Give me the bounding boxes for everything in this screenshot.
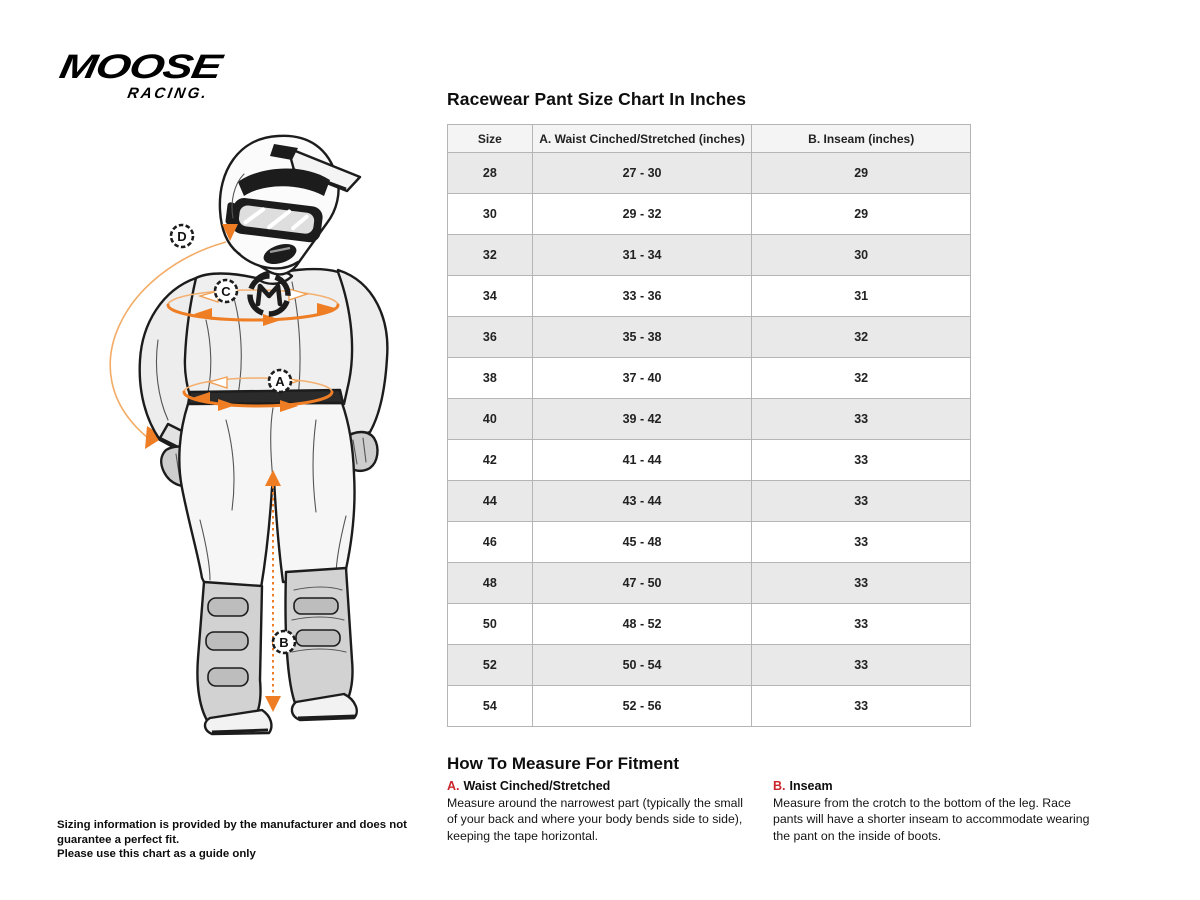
marker-c [215, 280, 237, 302]
table-row [448, 276, 971, 317]
inseam-cell: 33 [752, 522, 971, 563]
waist-cell: 27 - 30 [532, 153, 752, 194]
howto-waist-description: Measure around the narrowest part (typically the small of your back and where your body bends side to side), keeping the tape horizontal. [447, 796, 743, 843]
column-header-waist: A. Waist Cinched/Stretched (inches) [532, 125, 752, 153]
table-row [448, 194, 971, 235]
inseam-cell: 33 [752, 481, 971, 522]
size-cell: 32 [448, 235, 533, 276]
table-row [448, 235, 971, 276]
size-cell: 46 [448, 522, 533, 563]
size-cell: 48 [448, 563, 533, 604]
svg-text:B: B [279, 635, 289, 650]
waist-cell: 50 - 54 [532, 645, 752, 686]
disclaimer-text [57, 818, 437, 862]
waist-cell: 39 - 42 [532, 399, 752, 440]
size-cell: 50 [448, 604, 533, 645]
size-cell: 54 [448, 686, 533, 727]
inseam-cell: 33 [752, 399, 971, 440]
inseam-cell: 33 [752, 563, 971, 604]
size-cell: 34 [448, 276, 533, 317]
howto-waist-section [447, 779, 755, 844]
table-row [448, 399, 971, 440]
table-row [448, 522, 971, 563]
inseam-cell: 29 [752, 194, 971, 235]
size-cell: 36 [448, 317, 533, 358]
size-cell: 38 [448, 358, 533, 399]
svg-text:A: A [275, 374, 285, 389]
howto-inseam-label [773, 779, 1091, 793]
waist-cell: 48 - 52 [532, 604, 752, 645]
inseam-cell: 31 [752, 276, 971, 317]
inseam-cell: 33 [752, 686, 971, 727]
inseam-cell: 33 [752, 604, 971, 645]
size-cell: 40 [448, 399, 533, 440]
waist-cell: 52 - 56 [532, 686, 752, 727]
moose-racing-logo [57, 50, 257, 101]
waist-cell: 45 - 48 [532, 522, 752, 563]
inseam-cell: 30 [752, 235, 971, 276]
svg-text:D: D [177, 229, 187, 244]
size-cell: 30 [448, 194, 533, 235]
howto-inseam-section [773, 779, 1091, 844]
disclaimer-line-1: Sizing information is provided by the manufacturer and does not guarantee a perfect fit. [57, 819, 407, 846]
table-row [448, 563, 971, 604]
inseam-cell: 33 [752, 645, 971, 686]
disclaimer-line-2: Please use this chart as a guide only [57, 848, 256, 861]
rider-right-boot [286, 568, 357, 720]
rider-left-boot [197, 582, 271, 734]
table-row [448, 686, 971, 727]
size-cell: 52 [448, 645, 533, 686]
size-cell: 42 [448, 440, 533, 481]
howto-inseam-description: Measure from the crotch to the bottom of the leg. Race pants will have a shorter inseam to accommodate wearing the pant on the inside of boots. [773, 796, 1090, 843]
waist-cell: 29 - 32 [532, 194, 752, 235]
size-cell: 44 [448, 481, 533, 522]
marker-a [269, 370, 291, 392]
waist-cell: 31 - 34 [532, 235, 752, 276]
waist-cell: 37 - 40 [532, 358, 752, 399]
inseam-cell: 32 [752, 358, 971, 399]
logo-racing-text: RACING. [126, 85, 211, 102]
size-table [447, 124, 971, 727]
howto-waist-label [447, 779, 755, 793]
inseam-cell: 32 [752, 317, 971, 358]
size-table-header-row [448, 125, 971, 153]
howto-waist-letter: A. [447, 779, 460, 793]
waist-cell: 35 - 38 [532, 317, 752, 358]
inseam-cell: 29 [752, 153, 971, 194]
table-row [448, 481, 971, 522]
table-row [448, 440, 971, 481]
rider-measurement-diagram [30, 120, 450, 750]
rider-helmet [220, 136, 360, 275]
table-row [448, 317, 971, 358]
table-row [448, 645, 971, 686]
howto-title: How To Measure For Fitment [447, 754, 680, 773]
svg-text:C: C [221, 284, 231, 299]
waist-cell: 43 - 44 [532, 481, 752, 522]
table-row [448, 153, 971, 194]
waist-cell: 41 - 44 [532, 440, 752, 481]
waist-cell: 33 - 36 [532, 276, 752, 317]
logo-moose-text: MOOSE [56, 48, 224, 86]
column-header-size: Size [448, 125, 533, 153]
marker-d [171, 225, 193, 247]
waist-cell: 47 - 50 [532, 563, 752, 604]
size-cell: 28 [448, 153, 533, 194]
rider-pants [179, 403, 354, 588]
howto-waist-label-text: Waist Cinched/Stretched [463, 779, 611, 793]
size-chart-title: Racewear Pant Size Chart In Inches [447, 89, 747, 109]
table-row [448, 604, 971, 645]
howto-inseam-letter: B. [773, 779, 786, 793]
inseam-cell: 33 [752, 440, 971, 481]
column-header-inseam: B. Inseam (inches) [752, 125, 971, 153]
howto-inseam-label-text: Inseam [789, 779, 833, 793]
marker-b [273, 631, 295, 653]
table-row [448, 358, 971, 399]
